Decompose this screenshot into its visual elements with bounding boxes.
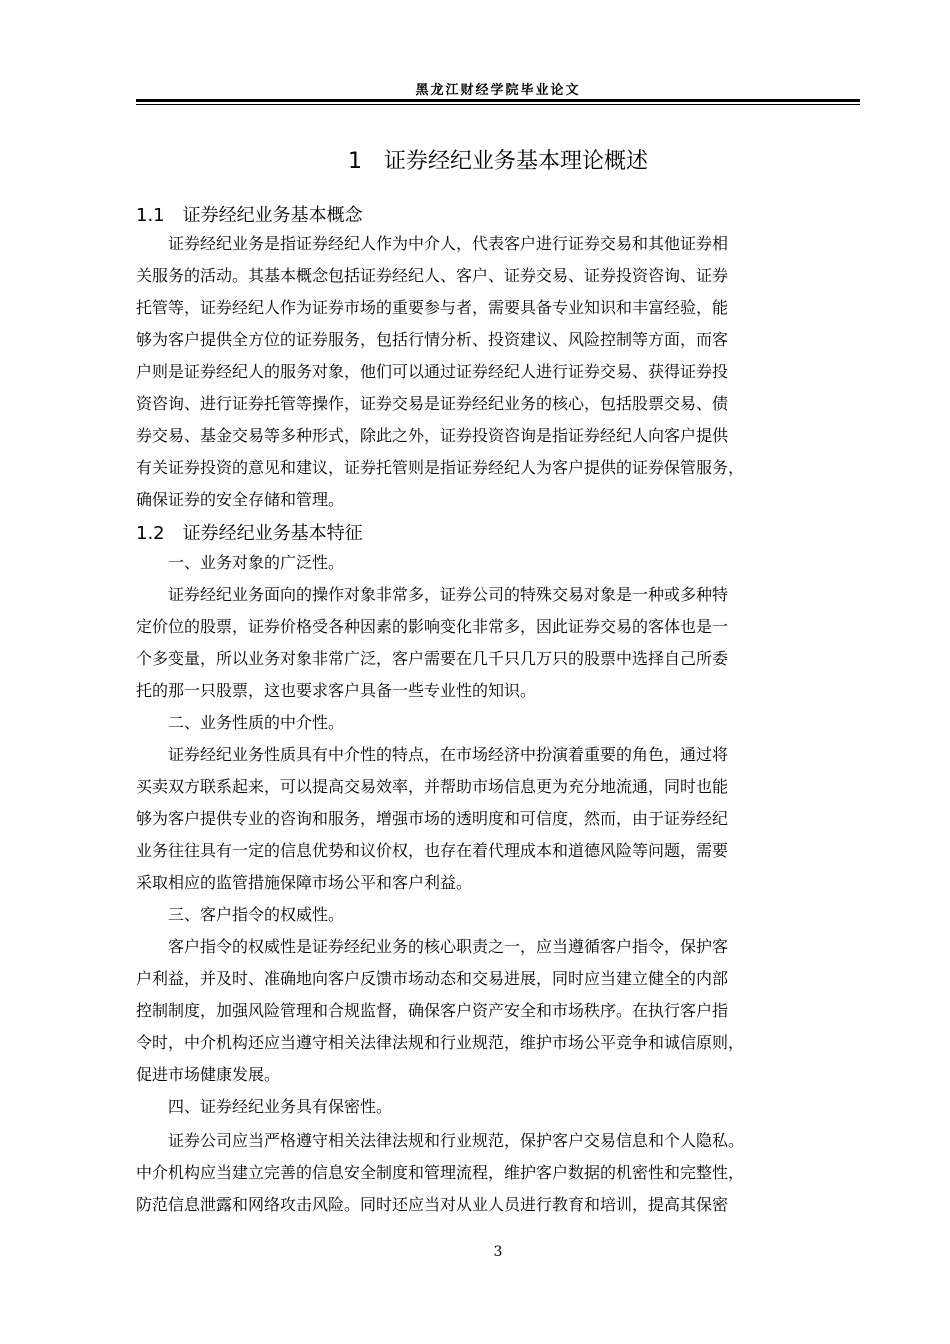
- paragraph-line: 户则是证券经纪人的服务对象，他们可以通过证券经纪人进行证券交易、获得证券投: [136, 362, 729, 381]
- paragraph-line: 客户指令的权威性是证券经纪业务的核心职责之一，应当遵循客户指令，保护客: [136, 937, 729, 956]
- paragraph-line: 托的那一只股票，这也要求客户具备一些专业性的知识。: [136, 681, 537, 700]
- paragraph-line: 控制制度，加强风险管理和合规监督，确保客户资产安全和市场秩序。在执行客户指: [136, 1001, 729, 1020]
- paragraph-line: 采取相应的监管措施保障市场公平和客户利益。: [136, 873, 473, 892]
- page-header-title: 黑龙江财经学院毕业论文: [415, 83, 581, 98]
- paragraph-line: 证券经纪业务面向的操作对象非常多，证券公司的特殊交易对象是一种或多种特: [136, 585, 729, 604]
- paragraph-line: 资咨询、进行证券托管等操作，证券交易是证券经纪业务的核心，包括股票交易、债: [136, 394, 729, 413]
- paragraph-line: 确保证券的安全存储和管理。: [136, 490, 345, 509]
- paragraph-line: 关服务的活动。其基本概念包括证券经纪人、客户、证券交易、证券投资咨询、证券: [136, 266, 729, 285]
- paragraph-line: 个多变量，所以业务对象非常广泛，客户需要在几千只几万只的股票中选择自己所委: [136, 649, 729, 668]
- subheading-line: 四、证券经纪业务具有保密性。: [136, 1097, 393, 1116]
- subheading-line: 三、客户指令的权威性。: [136, 905, 345, 924]
- paragraph-line: 定价位的股票，证券价格受各种因素的影响变化非常多，因此证券交易的客体也是一: [136, 617, 729, 636]
- paragraph-line: 托管等，证券经纪人作为证券市场的重要参与者，需要具备专业知识和丰富经验，能: [136, 298, 729, 317]
- paragraph-line: 够为客户提供专业的咨询和服务，增强市场的透明度和可信度，然而，由于证券经纪: [136, 809, 729, 828]
- section-title: 1.1 证券经纪业务基本概念: [136, 205, 363, 226]
- section-title: 1.2 证券经纪业务基本特征: [136, 523, 363, 544]
- paragraph-line: 券交易、基金交易等多种形式，除此之外，证券投资咨询是指证券经纪人向客户提供: [136, 426, 729, 445]
- paragraph-line: 业务往往具有一定的信息优势和议价权，也存在着代理成本和道德风险等问题，需要: [136, 841, 729, 860]
- header-rule-thick: [136, 99, 860, 102]
- subheading-line: 一、业务对象的广泛性。: [136, 553, 345, 572]
- paragraph-line: 买卖双方联系起来，可以提高交易效率，并帮助市场信息更为充分地流通，同时也能: [136, 777, 729, 796]
- subheading-line: 二、业务性质的中介性。: [136, 713, 345, 732]
- paragraph-line: 够为客户提供全方位的证券服务，包括行情分析、投资建议、风险控制等方面，而客: [136, 330, 729, 349]
- paragraph-line: 证券经纪业务性质具有中介性的特点，在市场经济中扮演着重要的角色，通过将: [136, 745, 729, 764]
- paragraph-line: 证券经纪业务是指证券经纪人作为中介人，代表客户进行证券交易和其他证券相: [136, 234, 729, 253]
- paragraph-line: 证券公司应当严格遵守相关法律法规和行业规范，保护客户交易信息和个人隐私。: [136, 1131, 745, 1150]
- header-rule-thin: [136, 104, 860, 105]
- paragraph-line: 有关证券投资的意见和建议，证券托管则是指证券经纪人为客户提供的证券保管服务，: [136, 458, 745, 477]
- paragraph-line: 促进市场健康发展。: [136, 1065, 281, 1084]
- paragraph-line: 令时，中介机构还应当遵守相关法律法规和行业规范，维护市场公平竞争和诚信原则，: [136, 1033, 745, 1052]
- paragraph-line: 中介机构应当建立完善的信息安全制度和管理流程，维护客户数据的机密性和完整性，: [136, 1163, 745, 1182]
- paragraph-line: 户利益，并及时、准确地向客户反馈市场动态和交易进展，同时应当建立健全的内部: [136, 969, 729, 988]
- page-number: 3: [493, 1244, 503, 1260]
- paragraph-line: 防范信息泄露和网络攻击风险。同时还应当对从业人员进行教育和培训，提高其保密: [136, 1195, 729, 1214]
- chapter-title: 1 证券经纪业务基本理论概述: [348, 149, 648, 174]
